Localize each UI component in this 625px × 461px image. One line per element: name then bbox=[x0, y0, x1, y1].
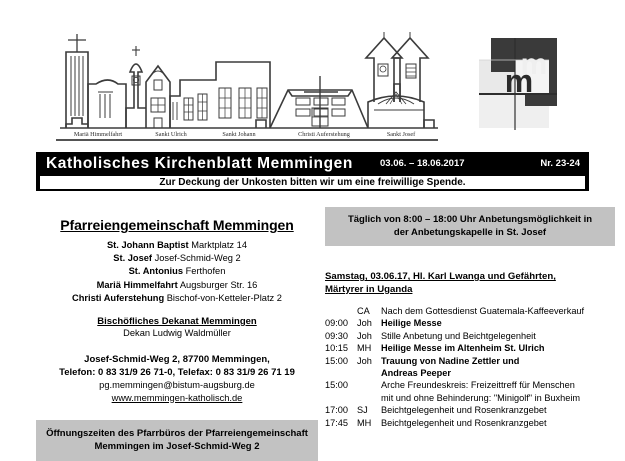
memmingen-logo bbox=[479, 38, 557, 130]
schedule-time: 10:15 bbox=[325, 343, 348, 354]
schedule-location-code: MH bbox=[357, 417, 372, 428]
parish-name: St. Josef bbox=[113, 253, 153, 264]
schedule-description: Heilige Messe bbox=[381, 318, 442, 329]
schedule-description: Beichtgelegenheit und Rosenkranzgebet bbox=[381, 417, 547, 428]
schedule-row-continuation bbox=[325, 367, 615, 379]
schedule-row bbox=[325, 342, 615, 354]
parish-item bbox=[36, 265, 318, 278]
parish-address: Augsburger Str. 16 bbox=[179, 279, 258, 290]
church-skyline-illustration bbox=[56, 32, 438, 142]
logo-letter-bottom: m bbox=[504, 63, 534, 99]
deanery-block bbox=[36, 316, 318, 340]
office-hours-line1: Öffnungszeiten des Pfarrbüros der Pfarreiengemeinschaft bbox=[46, 428, 308, 440]
office-hours-line2: Memmingen im Josef-Schmid-Weg 2 bbox=[94, 441, 260, 453]
church-label-4: Sankt Josef bbox=[386, 131, 416, 138]
titlebar bbox=[36, 152, 589, 191]
schedule-description: Arche Freundeskreis: Freizeittreff für Menschen bbox=[381, 380, 575, 391]
schedule-location-code: Joh bbox=[357, 318, 372, 329]
parish-address: Marktplatz 14 bbox=[191, 240, 248, 250]
parish-address: Bischof-von-Ketteler-Platz 2 bbox=[166, 292, 282, 303]
deanery-dean-name: Dekan Ludwig Waldmüller bbox=[123, 328, 231, 339]
saturday-heading-line1: Samstag, 03.06.17, Hl. Karl Lwanga und Gefährten, bbox=[325, 271, 556, 282]
contact-email[interactable]: pg.memmingen@bistum-augsburg.de bbox=[99, 380, 255, 391]
parish-community-heading: Pfarreiengemeinschaft Memmingen bbox=[60, 217, 294, 233]
schedule-time: 15:00 bbox=[325, 355, 348, 366]
schedule-time: 09:30 bbox=[325, 330, 348, 341]
issue-date-range: 03.06. – 18.06.2017 bbox=[380, 158, 465, 169]
schedule-location-code: SJ bbox=[357, 405, 368, 416]
schedule-row bbox=[325, 330, 615, 342]
titlebar-row bbox=[36, 152, 589, 176]
contact-block bbox=[36, 353, 318, 404]
deanery-title: Bischöfliches Dekanat Memmingen bbox=[97, 316, 257, 328]
saturday-heading-line2: Märtyrer in Uganda bbox=[325, 283, 413, 295]
saturday-heading bbox=[325, 271, 615, 296]
schedule-description: Heilige Messe im Altenheim St. Ulrich bbox=[381, 343, 545, 354]
schedule-description: Beichtgelegenheit und Rosenkranzgebet bbox=[381, 405, 547, 416]
schedule-row-continuation bbox=[325, 392, 615, 404]
schedule-time bbox=[325, 305, 357, 317]
schedule-location-code: MH bbox=[357, 343, 372, 354]
parish-name: St. Antonius bbox=[128, 266, 183, 277]
schedule-row bbox=[325, 305, 615, 317]
schedule-list bbox=[325, 305, 615, 429]
schedule-description: Andreas Peeper bbox=[381, 368, 451, 379]
contact-address: Josef-Schmid-Weg 2, 87700 Memmingen, bbox=[84, 354, 270, 366]
schedule-row bbox=[325, 417, 615, 429]
schedule-row bbox=[325, 355, 615, 367]
schedule-location-code: CA bbox=[357, 306, 370, 316]
parish-item bbox=[36, 292, 318, 305]
logo-letter-top: m bbox=[520, 48, 548, 81]
masthead bbox=[0, 0, 625, 148]
schedule-time: 09:00 bbox=[325, 318, 348, 329]
schedule-time: 15:00 bbox=[325, 380, 348, 391]
schedule-row bbox=[325, 404, 615, 416]
contact-phone: Telefon: 0 83 31/9 26 71-0, Telefax: 0 83 31/9 26 71 19 bbox=[59, 367, 295, 379]
schedule-description: Trauung von Nadine Zettler und bbox=[381, 355, 520, 366]
schedule-location-code: Joh bbox=[357, 330, 372, 341]
parish-address: Ferthofen bbox=[185, 266, 226, 277]
schedule-row bbox=[325, 317, 615, 329]
church-label-3: Christi Auferstehung bbox=[298, 131, 350, 138]
office-hours-box bbox=[36, 420, 318, 461]
donation-notice: Zur Deckung der Unkosten bitten wir um eine freiwillige Spende. bbox=[40, 176, 585, 189]
contact-website-link[interactable]: www.memmingen-katholisch.de bbox=[111, 392, 243, 403]
schedule-location-code: Joh bbox=[357, 355, 372, 366]
parish-name: Christi Auferstehung bbox=[72, 292, 165, 303]
adoration-line2: der Anbetungskapelle in St. Josef bbox=[393, 227, 547, 238]
parish-item bbox=[36, 279, 318, 292]
schedule-description: Stille Anbetung und Beichtgelegenheit bbox=[381, 330, 536, 341]
parish-address: Josef-Schmid-Weg 2 bbox=[154, 253, 241, 264]
issue-number: Nr. 23-24 bbox=[540, 158, 580, 169]
schedule-location-code bbox=[357, 379, 381, 391]
parish-item bbox=[36, 252, 318, 265]
parish-list bbox=[36, 239, 318, 305]
parish-name: St. Johann Baptist bbox=[106, 240, 189, 250]
left-column bbox=[36, 200, 318, 461]
schedule-row bbox=[325, 379, 615, 391]
church-label-2: Sankt Johann bbox=[222, 131, 256, 138]
church-label-0: Mariä Himmelfahrt bbox=[73, 131, 123, 138]
parish-item bbox=[36, 239, 318, 252]
schedule-time: 17:00 bbox=[325, 405, 348, 416]
parish-name: Mariä Himmelfahrt bbox=[96, 279, 178, 290]
church-label-1: Sankt Ulrich bbox=[155, 131, 187, 138]
adoration-line1: Täglich von 8:00 – 18:00 Uhr Anbetungsmöglichkeit in bbox=[347, 214, 593, 225]
publication-title: Katholisches Kirchenblatt Memmingen bbox=[46, 155, 353, 172]
right-column bbox=[325, 200, 615, 429]
schedule-description: Nach dem Gottesdienst Guatemala-Kaffeeverkauf bbox=[381, 306, 585, 316]
adoration-box bbox=[325, 207, 615, 246]
schedule-time: 17:45 bbox=[325, 417, 348, 428]
schedule-description: mit und ohne Behinderung: "Minigolf" in Buxheim bbox=[381, 392, 581, 403]
